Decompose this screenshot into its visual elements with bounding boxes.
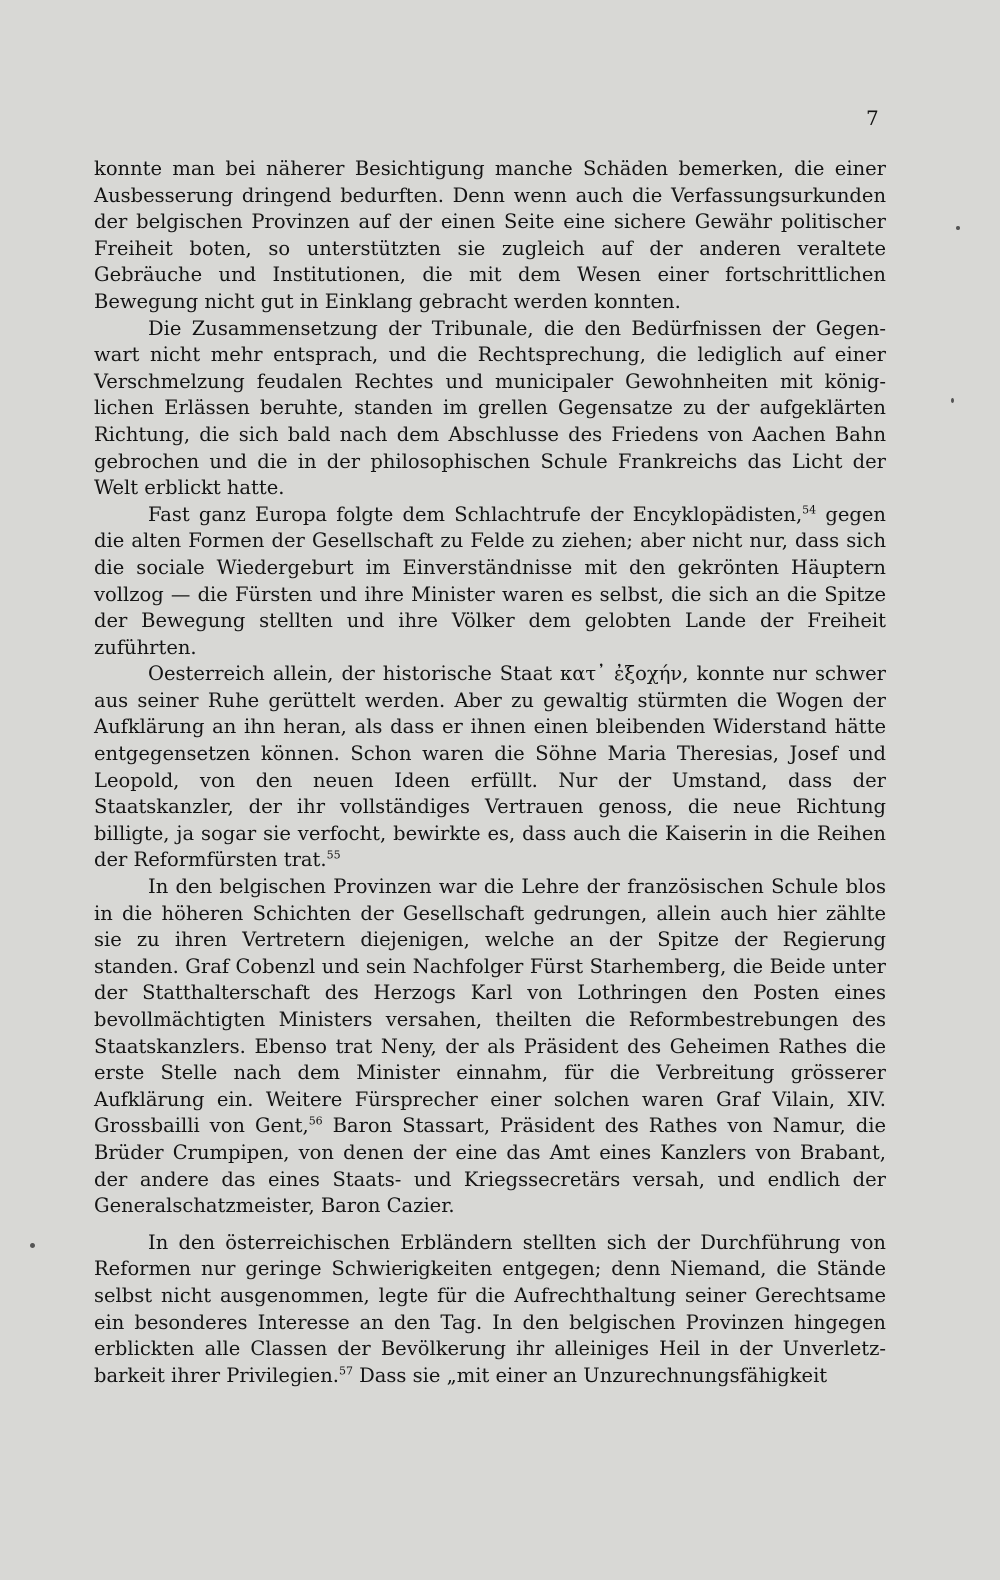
body-text [94,156,886,1389]
text-run: Die Zusammensetzung der Tribunale, die den Bedürfnissen der Gegenwart nicht mehr entsprach, und die Rechtsprechung, die lediglich auf einer Verschmelzung feudalen Rechtes und municipaler Gewohnheiten mit königlichen Erlässen beruhte, standen im grellen Gegensatze zu der aufgeklärten Richtung, die sich bald nach dem Abschlusse des Friedens von Aachen Bahn gebrochen und die in der philosophischen Schule Frankreichs das Licht der Welt erblickt hatte. [94,316,886,500]
scan-speck [30,1243,35,1248]
text-run: gegen die alten Formen der Gesellschaft zu Felde zu ziehen; aber nicht nur, dass sich die sociale Wiedergeburt im Einverständnisse mit den gekrönten Häuptern vollzog — die Fürsten und ihre Minister waren es selbst, die sich an die Spitze der Bewegung stellten und ihre Völker dem gelobten Lande der Freiheit zuführten. [94,502,886,659]
paragraph [94,1230,886,1390]
footnote-ref: 54 [802,503,817,517]
text-run: In den österreichischen Erbländern stellten sich der Durchführung von Reformen nur geringe Schwierigkeiten entgegen; denn Niemand, die Stände selbst nicht ausgenommen, legte für die Aufrechthaltung seiner Gerechtsame ein besonderes Interesse an den Tag. In den belgischen Provinzen hingegen erblickten alle Classen der Bevölkerung ihr alleiniges Heil in der Unverletzbarkeit ihrer Privilegien. [94,1230,886,1387]
text-run: Baron Stassart, Präsident des Rathes von Namur, die Brüder Crumpipen, von denen der eine das Amt eines Kanzlers von Brabant, der andere das eines Staats- und Kriegssecretärs versah, und endlich der Generalschatzmeister, Baron Cazier. [94,1114,886,1218]
paragraph [94,316,886,502]
footnote-ref: 57 [338,1364,353,1378]
scan-speck [956,226,960,230]
footnote-ref: 55 [326,848,341,862]
text-run: In den belgischen Provinzen war die Lehre der französischen Schule blos in die höheren Schichten der Gesellschaft gedrungen, allein auch hier zählte sie zu ihren Vertretern diejenigen, welche an der Spitze der Regierung standen. Graf Cobenzl und sein Nachfolger Fürst Starhemberg, die Beide unter der Statthalterschaft des Herzogs Karl von Lothringen den Posten eines bevollmächtigten Ministers versahen, theilten die Reformbestrebungen des Staatskanzlers. Ebenso trat Neny, der als Präsident des Geheimen Rathes die erste Stelle nach dem Minister einnahm, für die Verbreitung grösserer Aufklärung ein. Weitere Fürsprecher einer solchen waren Graf Vilain, XIV. Grossbailli von Gent, [94,875,886,1138]
text-run: konnte man bei näherer Besichtigung manche Schäden bemerken, die einer Ausbesserung dringend bedurften. Denn wenn auch die Verfassungsurkunden der belgischen Provinzen auf der einen Seite eine sichere Gewähr politischer Freiheit boten, so unterstützten sie zugleich auf der anderen veraltete Gebräuche und Institutionen, die mit dem Wesen einer fortschrittlichen Bewegung nicht gut in Einklang gebracht werden konnten. [94,157,886,313]
text-run: Fast ganz Europa folgte dem Schlachtrufe der Encyklopädisten, [148,502,803,526]
page-number: 7 [866,106,879,130]
paragraph [94,502,886,662]
text-run: Oesterreich allein, der historische Staat κατ᾽ ἐξοχήν, konnte nur schwer aus seiner Ruhe gerüttelt werden. Aber zu gewaltig stürmten die Wogen der Aufklärung an ihn heran, als dass er ihnen einen bleibenden Widerstand hätte entgegensetzen können. Schon waren die Söhne Maria Theresias, Josef und Leopold, von den neuen Ideen erfüllt. Nur der Umstand, dass der Staatskanzler, der ihr vollständiges Vertrauen genoss, die neue Richtung billigte, ja sogar sie verfocht, bewirkte es, dass auch die Kaiserin in die Reihen der Reformfürsten trat. [94,662,886,872]
footnote-ref: 56 [308,1114,323,1128]
text-run: Dass sie „mit einer an Unzurechnungsfähigkeit [352,1363,828,1387]
paragraph [94,661,886,874]
paragraph [94,874,886,1220]
scan-speck [951,398,954,403]
paragraph [94,156,886,316]
